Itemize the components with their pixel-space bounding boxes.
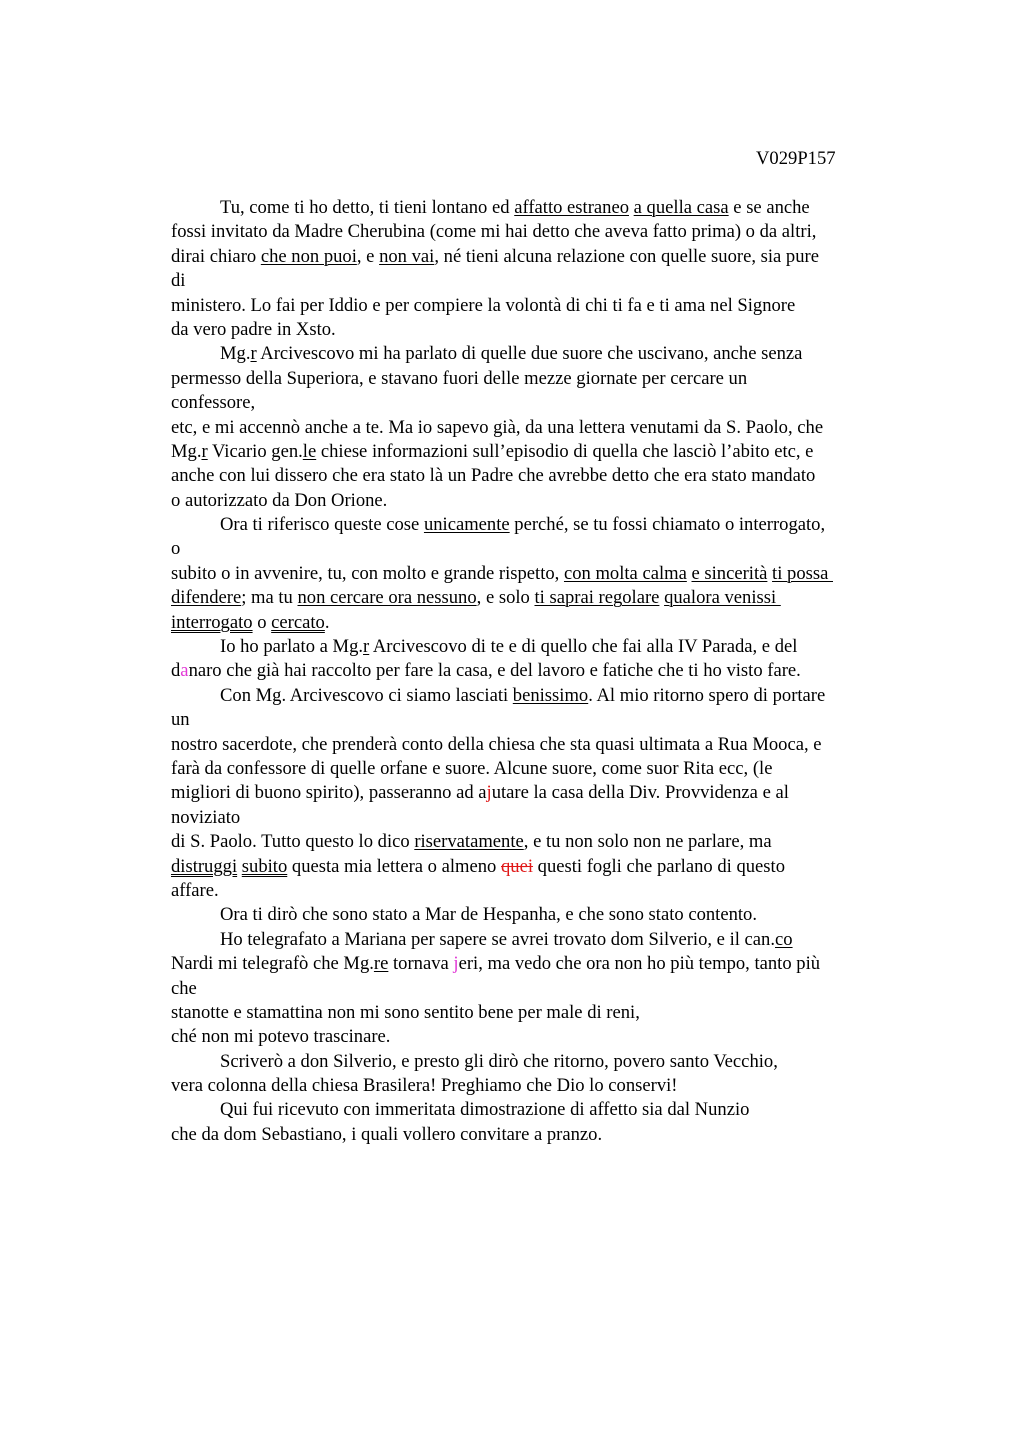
text-segment: Con Mg. Arcivescovo ci siamo lasciati <box>220 684 513 706</box>
underlined-text: e sincerità <box>691 562 768 584</box>
text-segment: d <box>171 660 181 682</box>
text-segment: di S. Paolo. Tutto questo lo dico <box>171 831 415 853</box>
text-segment: noviziato <box>171 806 241 828</box>
text-segment: dirai chiaro <box>171 245 261 267</box>
underlined-text: r <box>201 440 208 462</box>
double-underlined-text: subito <box>241 855 288 877</box>
text-segment: chiese informazioni sull’episodio di quella che lasciò l’abito etc, e <box>316 440 814 462</box>
text-line <box>171 416 911 440</box>
text-segment: ché non mi potevo trascinare. <box>171 1026 391 1048</box>
text-segment: perché, se tu fossi chiamato o interrogato, <box>509 514 826 536</box>
text-segment: farà da confessore di quelle orfane e suore. Alcune suore, come suor Rita ecc, (le <box>171 757 773 779</box>
text-segment: utare la casa della Div. Provvidenza e al <box>491 782 789 804</box>
text-line <box>171 903 911 927</box>
text-line <box>171 708 911 732</box>
text-segment: Nardi mi telegrafò che Mg. <box>171 953 374 975</box>
text-line <box>171 342 911 366</box>
text-segment: ; ma tu <box>241 587 298 609</box>
text-segment: Vicario gen. <box>207 440 303 462</box>
text-segment: tornava <box>388 953 454 975</box>
text-line <box>171 977 911 1001</box>
text-segment: che da dom Sebastiano, i quali vollero convitare a pranzo. <box>171 1123 603 1145</box>
text-segment: migliori di buono spirito), passeranno ad a <box>171 782 487 804</box>
text-line <box>171 391 911 415</box>
underlined-text: a quella casa <box>633 197 729 218</box>
underlined-text: re <box>373 953 389 975</box>
double-underlined-text: distruggi <box>171 855 238 877</box>
text-line <box>171 245 911 269</box>
double-underlined-text: cercato <box>271 611 325 633</box>
text-line <box>171 611 911 635</box>
text-segment: Arcivescovo di te e di quello che fai alla IV Parada, e del <box>369 636 798 658</box>
text-line <box>171 659 911 683</box>
underlined-text: riservatamente <box>414 831 524 853</box>
underlined-text: co <box>775 928 793 950</box>
inserted-letter: j <box>486 782 492 804</box>
text-line <box>171 562 911 586</box>
page-identifier: V029P157 <box>756 148 836 169</box>
text-line <box>171 367 911 391</box>
underlined-text: unicamente <box>423 514 510 536</box>
text-line <box>171 806 911 830</box>
text-segment: , e solo <box>476 587 535 609</box>
text-line <box>171 757 911 781</box>
text-segment: o <box>252 611 272 633</box>
text-line <box>171 464 911 488</box>
text-segment: anche con lui dissero che era stato là un Padre che avrebbe detto che era stato mandato <box>171 465 816 487</box>
text-segment: naro che già hai raccolto per fare la casa, e del lavoro e fatiche che ti ho visto fare. <box>188 660 801 682</box>
underlined-text: r <box>250 343 257 365</box>
text-segment: fossi invitato da Madre Cherubina (come mi hai detto che aveva fatto prima) o da altri, <box>171 221 817 243</box>
underlined-text: le <box>302 440 317 462</box>
text-segment: stanotte e stamattina non mi sono sentito bene per male di reni, <box>171 1001 640 1023</box>
text-segment: confessore, <box>171 392 256 414</box>
text-segment: o <box>171 538 181 560</box>
text-line <box>171 830 911 854</box>
text-line <box>171 220 911 244</box>
underlined-text: ti saprai regolare <box>534 587 660 609</box>
text-segment: , e <box>356 245 380 267</box>
text-segment: subito o in avvenire, tu, con molto e grande rispetto, <box>171 562 564 584</box>
text-line <box>171 635 911 659</box>
text-line <box>171 318 911 342</box>
text-segment: vera colonna della chiesa Brasilera! Preghiamo che Dio lo conservi! <box>171 1075 678 1097</box>
struck-through-text: quei <box>501 855 534 877</box>
text-line <box>171 1025 911 1049</box>
text-segment: nostro sacerdote, che prenderà conto della chiesa che sta quasi ultimata a Rua Mooca, e <box>171 733 822 755</box>
text-line <box>171 733 911 757</box>
underlined-text: con molta calma <box>563 562 687 584</box>
text-segment: Ora ti dirò che sono stato a Mar de Hespanha, e che sono stato contento. <box>220 904 757 926</box>
underlined-text: non cercare ora nessuno <box>297 587 477 609</box>
underlined-text: r <box>363 636 370 658</box>
text-segment: eri, ma vedo che ora non ho più tempo, tanto più <box>458 953 821 975</box>
text-segment: , e tu non solo non ne parlare, ma <box>523 831 772 853</box>
text-line <box>171 440 911 464</box>
text-segment: Scriverò a don Silverio, e presto gli dirò che ritorno, povero santo Vecchio, <box>220 1050 778 1072</box>
inserted-letter: a <box>180 660 189 682</box>
underlined-text: che non puoi <box>260 245 357 267</box>
text-line <box>171 1074 911 1098</box>
text-segment: e se anche <box>728 197 810 218</box>
text-line <box>171 1050 911 1074</box>
underlined-text: ti possa <box>772 562 833 584</box>
text-segment: Io ho parlato a Mg. <box>220 636 364 658</box>
text-line <box>171 513 911 537</box>
text-segment: permesso della Superiora, e stavano fuori delle mezze giornate per cercare un <box>171 367 748 389</box>
text-segment: da vero padre in Xsto. <box>171 318 336 340</box>
text-line <box>171 269 911 293</box>
underlined-text: qualora venissi <box>664 587 781 609</box>
text-segment: o autorizzato da Don Orione. <box>171 489 388 511</box>
text-segment: Tu, come ti ho detto, ti tieni lontano ed <box>220 197 515 218</box>
text-segment: , né tieni alcuna relazione con quelle suore, sia pure <box>434 245 819 267</box>
text-line <box>171 294 911 318</box>
text-line <box>171 928 911 952</box>
text-segment: Mg. <box>220 343 251 365</box>
text-segment: etc, e mi accennò anche a te. Ma io sapevo già, da una lettera venutami da S. Paolo, che <box>171 416 824 438</box>
text-line <box>171 1001 911 1025</box>
text-segment: Qui fui ricevuto con immeritata dimostrazione di affetto sia dal Nunzio <box>220 1099 750 1121</box>
text-line <box>171 952 911 976</box>
text-segment: un <box>171 709 190 731</box>
text-line <box>171 684 911 708</box>
text-segment: che <box>171 977 197 999</box>
text-segment: Ora ti riferisco queste cose <box>220 514 424 536</box>
text-line <box>171 1098 911 1122</box>
text-line <box>171 489 911 513</box>
text-segment: Ho telegrafato a Mariana per sapere se avrei trovato dom Silverio, e il can. <box>220 928 775 950</box>
text-segment: affare. <box>171 879 219 901</box>
text-segment: questa mia lettera o almeno <box>287 855 501 877</box>
text-segment: . Al mio ritorno spero di portare <box>588 684 826 706</box>
text-segment: ministero. Lo fai per Iddio e per compiere la volontà di chi ti fa e ti ama nel Signore <box>171 294 796 316</box>
underlined-text: benissimo <box>512 684 589 706</box>
underlined-text: affatto estraneo <box>514 197 629 218</box>
text-segment: questi fogli che parlano di questo <box>533 855 786 877</box>
underlined-text: difendere <box>171 587 242 609</box>
text-line <box>171 855 911 879</box>
double-underlined-text: interrogato <box>171 611 253 633</box>
text-segment: . <box>324 611 330 633</box>
text-line <box>171 879 911 903</box>
text-segment: Mg. <box>171 440 202 462</box>
text-line <box>171 196 911 220</box>
text-line <box>171 586 911 610</box>
text-line <box>171 537 911 561</box>
text-segment: di <box>171 270 186 292</box>
inserted-letter: j <box>453 953 459 975</box>
letter-body <box>171 196 911 1147</box>
text-line <box>171 1123 911 1147</box>
text-line <box>171 781 911 805</box>
text-segment: Arcivescovo mi ha parlato di quelle due suore che uscivano, anche senza <box>256 343 803 365</box>
underlined-text: non vai <box>379 245 435 267</box>
